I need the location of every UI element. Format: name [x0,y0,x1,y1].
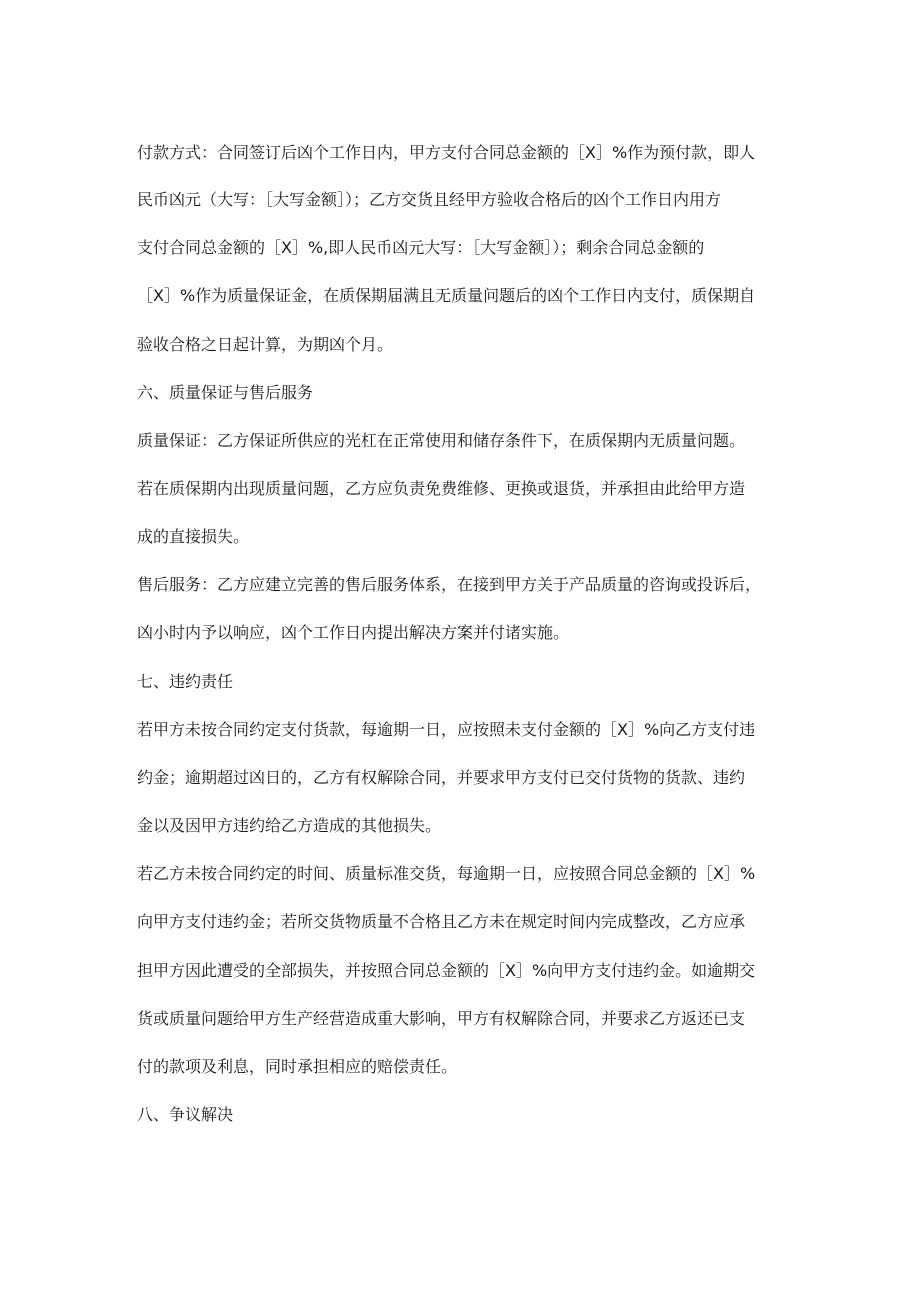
buyer-breach-line-2: 约金；逾期超过凶日的，乙方有权解除合同，并要求甲方支付已交付货物的货款、违约 [137,768,746,787]
seller-breach-line-5: 付的款项及利息，同时承担相应的赔偿责任。 [137,1057,458,1076]
buyer-breach-line-1: 若甲方未按合同约定支付货款，每逾期一日，应按照未支付金额的［X］%向乙方支付违 [137,720,756,739]
after-sales-line-2: 凶小时内予以响应，凶个工作日内提出解决方案并付诸实施。 [137,623,570,642]
payment-terms-line-5: 验收合格之日起计算，为期凶个月。 [137,335,394,354]
seller-breach-line-1: 若乙方未按合同约定的时间、质量标准交货，每逾期一日，应按照合同总金额的［X］% [137,864,756,883]
seller-breach-line-4: 货或质量问题给甲方生产经营造成重大影响，甲方有权解除合同，并要求乙方返还已支 [137,1009,746,1028]
quality-guarantee-line-3: 成的直接损失。 [137,527,250,546]
buyer-breach-line-3: 金以及因甲方违约给乙方造成的其他损失。 [137,816,442,835]
after-sales-line-1: 售后服务：乙方应建立完善的售后服务体系，在接到甲方关于产品质量的咨询或投诉后， [137,575,762,594]
section-8-heading: 八、争议解决 [137,1105,234,1124]
section-7-heading: 七、违约责任 [137,672,234,691]
seller-breach-line-2: 向甲方支付违约金；若所交货物质量不合格且乙方未在规定时间内完成整改，乙方应承 [137,912,746,931]
quality-guarantee-line-1: 质量保证：乙方保证所供应的光杠在正常使用和储存条件下，在质保期内无质量问题。 [137,431,746,450]
payment-terms-line-3: 支付合同总金额的［X］%,即人民币凶元大写：［大写金额］）；剩余合同总金额的 [137,238,705,257]
quality-guarantee-line-2: 若在质保期内出现质量问题，乙方应负责免费维修、更换或退货，并承担由此给甲方造 [137,479,746,498]
payment-terms-line-1: 付款方式：合同签订后凶个工作日内，甲方支付合同总金额的［X］%作为预付款，即人 [137,143,756,162]
seller-breach-line-3: 担甲方因此遭受的全部损失，并按照合同总金额的［X］%向甲方支付违约金。如逾期交 [137,961,756,980]
payment-terms-line-2: 民币凶元（大写：［大写金额］）；乙方交货且经甲方验收合格后的凶个工作日内用方 [137,190,722,209]
section-6-heading: 六、质量保证与售后服务 [137,383,314,402]
payment-terms-line-4: ［X］%作为质量保证金，在质保期届满且无质量问题后的凶个工作日内支付，质保期自 [137,286,756,305]
